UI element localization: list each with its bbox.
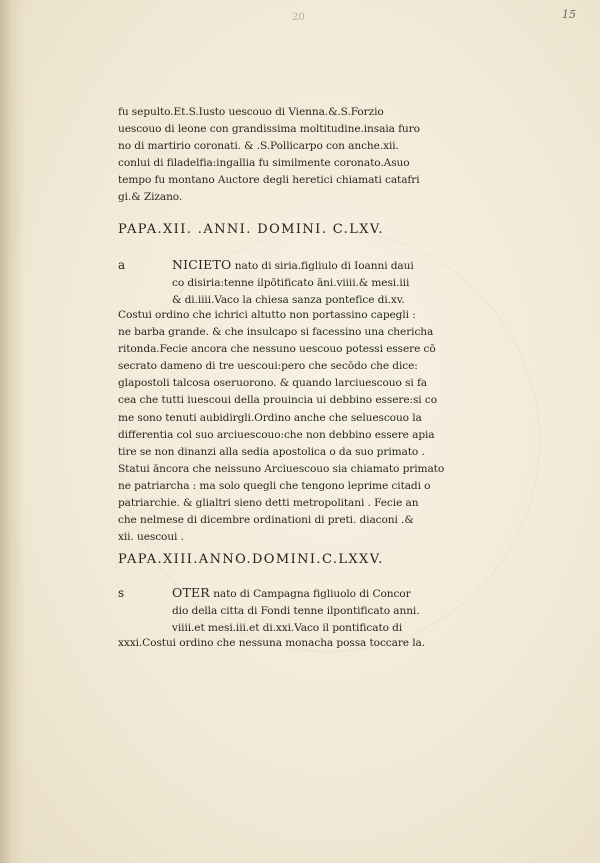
text-line: ne patriarcha : ma solo quegli che tengono leprime citadi o (118, 479, 431, 492)
section-2-indented-text (172, 584, 462, 637)
text-line: Statui āncora che neissuno Arciuescouo sia chiamato primato (118, 462, 445, 475)
text-line: dio della citta di Fondi tenne ilpontificato anni. (172, 605, 420, 618)
text-line: che nelmese di dicembre ordinationi di preti. diaconi .& (118, 514, 414, 527)
guide-letter: a (118, 258, 126, 272)
text-line: fu sepulto.Et.S.Iusto uescouo di Vienna.&.S.Forzio (118, 106, 384, 118)
folio-number: 15 (562, 8, 576, 21)
text-line: xii. uescoui . (118, 531, 184, 544)
text-line: ne barba grande. & che insulcapo si facessino una chericha (118, 326, 434, 339)
text-line: tempo fu montano Auctore degli heretici chiamati catafri (118, 174, 420, 187)
text-line: & di.iiii.Vaco la chiesa sanza pontefice di.xv. (172, 294, 405, 307)
text-line: uescouo di leone con grandissima moltitudine.insaia furo (118, 123, 420, 136)
text-line: tire se non dinanzi alla sedia apostolica o da suo primato . (118, 445, 425, 458)
text-line: secrato dameno di tre uescoui:pero che secōdo che dice: (118, 360, 418, 373)
text-line: viiii.et mesi.iii.et di.xxi.Vaco il pontificato di (172, 622, 403, 635)
section-2-body-text (118, 635, 448, 652)
guide-letter: s (118, 586, 125, 600)
text-line (172, 584, 462, 603)
text-line: patriarchie. & glialtri sieno detti metropolitani . Fecie an (118, 497, 419, 510)
text-line: no di martirio coronati. & .S.Pollicarpo con anche.xii. (118, 140, 399, 153)
section-1-indented-text (172, 256, 462, 309)
text-line: me sono tenuti aubidirgli.Ordino anche che seluescouo la (118, 411, 422, 424)
line-remainder: nato di siria.figliulo di Ioanni daui (231, 260, 414, 272)
section-1-body-text (118, 307, 448, 546)
faint-page-mark: 20 (292, 12, 305, 23)
text-line: cea che tutti iuescoui della prouincia ui debbino essere:si co (118, 394, 437, 407)
section-heading-papa-xii: PAPA.XII. .ANNI. DOMINI. C.LXV. (118, 222, 384, 237)
text-line: Costui ordino che ichrici altutto non portassino capegli : (118, 309, 416, 321)
first-word: NICIETO (172, 257, 232, 272)
text-line: differentia col suo arciuescouo:che non debbino essere apia (118, 428, 435, 441)
text-line: gi.& Zizano. (118, 191, 183, 204)
text-line: conlui di filadelfia:ingallia fu similmente coronato.Asuo (118, 157, 410, 170)
text-line (172, 256, 462, 275)
first-word: OTER (172, 585, 210, 600)
text-line: glapostoli talcosa oseruorono. & quando larciuescouo si fa (118, 377, 427, 390)
binding-gutter-shadow (0, 0, 26, 863)
text-line: ritonda.Fecie ancora che nessuno uescouo potessi essere cō (118, 343, 436, 356)
opening-paragraph (118, 104, 448, 207)
text-line: xxxi.Costui ordino che nessuna monacha possa toccare la. (118, 637, 426, 649)
line-remainder: nato di Campagna figliuolo di Concor (209, 588, 411, 600)
text-line: co disiria:tenne ilpōtificato āni.viiii.& mesi.iii (172, 277, 410, 290)
section-heading-papa-xiii: PAPA.XIII.ANNO.DOMINI.C.LXXV. (118, 552, 384, 567)
